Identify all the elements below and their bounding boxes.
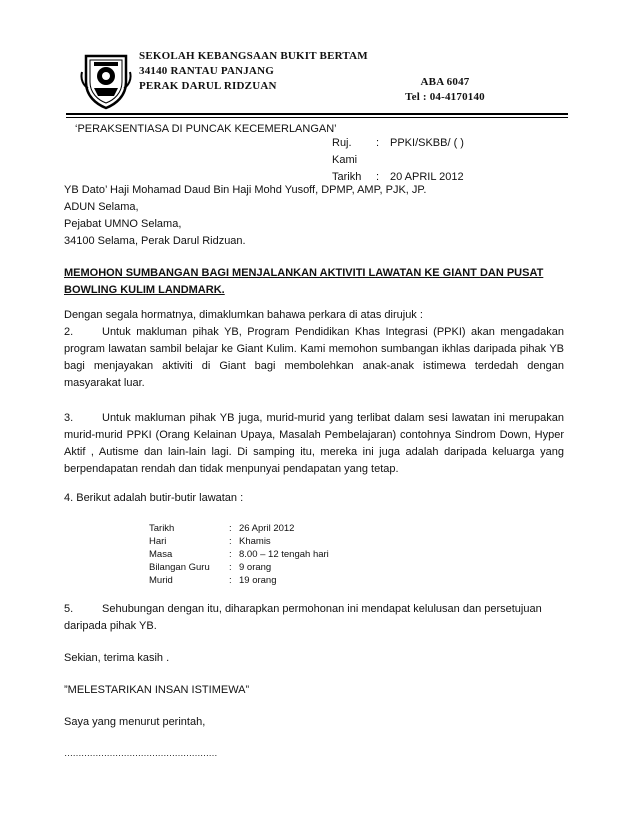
detail-value: 8.00 – 12 tengah hari bbox=[239, 549, 329, 560]
phone-number: Tel : 04-4170140 bbox=[405, 91, 485, 103]
address-line-1: 34140 RANTAU PANJANG bbox=[139, 65, 274, 77]
recipient-line: YB Dato’ Haji Mohamad Daud Bin Haji Mohd Yusoff, DPMP, AMP, PJK, JP. bbox=[64, 184, 427, 196]
paragraph-2 bbox=[64, 324, 564, 392]
paragraph-2-text: Untuk makluman pihak YB, Program Pendidikan Khas Integrasi (PPKI) akan mengadakan program lawatan sambil belajar ke Giant Kulim. Kami memohon sumbangan ikhlas daripada pihak YB bagi menjayakan aktiviti di Giant bagi membolehkan anak-anak istimewa terdedah dengan masyarakat luar. bbox=[64, 326, 564, 389]
header-divider-thin bbox=[66, 117, 568, 118]
letterhead-address bbox=[139, 49, 368, 94]
detail-row bbox=[149, 535, 329, 548]
detail-key: Bilangan Guru bbox=[149, 562, 210, 573]
detail-key: Masa bbox=[149, 549, 173, 560]
paragraph-5 bbox=[64, 601, 564, 635]
ref-colon: : bbox=[376, 137, 380, 149]
detail-value: 19 orang bbox=[239, 575, 277, 586]
detail-value: 9 orang bbox=[239, 562, 272, 573]
detail-colon: : bbox=[229, 562, 232, 573]
greeting: Dengan segala hormatnya, dimaklumkan bahawa perkara di atas dirujuk : bbox=[64, 309, 423, 321]
paragraph-3 bbox=[64, 410, 564, 478]
date-value: 20 APRIL 2012 bbox=[390, 171, 464, 183]
detail-row bbox=[149, 561, 329, 574]
sign-off: Saya yang menurut perintah, bbox=[64, 716, 206, 728]
school-name: SEKOLAH KEBANGSAAN BUKIT BERTAM bbox=[139, 50, 368, 62]
paragraph-2-number: 2. bbox=[64, 326, 74, 338]
paragraph-3-text: Untuk makluman pihak YB juga, murid-murid yang terlibat dalam sesi lawatan ini merupakan murid-murid PPKI (Orang Kelainan Upaya, Masalah Pembelajaran) contohnya Sindrom Down, Hyper Aktif , Autisme dan lain-lain lagi. Di samping itu, mereka ini juga adalah daripada keluarga yang berpendapatan rendah dan tidak menpunyai pendapatan yang tetap. bbox=[64, 412, 564, 475]
paragraph-4: 4. Berikut adalah butir-butir lawatan : bbox=[64, 492, 244, 504]
detail-colon: : bbox=[229, 523, 232, 534]
signature-line: ……………………………………………… bbox=[64, 748, 217, 758]
recipient-line: Pejabat UMNO Selama, bbox=[64, 218, 182, 230]
ref-value: PPKI/SKBB/ ( ) bbox=[390, 137, 464, 149]
letterhead-contact bbox=[390, 75, 500, 105]
school-motto: ‘PERAKSENTIASA DI PUNCAK KECEMERLANGAN’ bbox=[75, 123, 337, 135]
closing: Sekian, terima kasih . bbox=[64, 652, 170, 664]
reference-row bbox=[332, 135, 464, 169]
detail-colon: : bbox=[229, 536, 232, 547]
visit-details bbox=[149, 522, 329, 587]
reference-block bbox=[332, 135, 464, 186]
detail-row bbox=[149, 574, 329, 587]
detail-row bbox=[149, 522, 329, 535]
letter-subject: MEMOHON SUMBANGAN BAGI MENJALANKAN AKTIVITI LAWATAN KE GIANT DAN PUSAT BOWLING KULIM LANDMARK. bbox=[64, 267, 544, 296]
header-divider-thick bbox=[66, 113, 568, 115]
detail-key: Tarikh bbox=[149, 523, 175, 534]
paragraph-5-text: Sehubungan dengan itu, diharapkan permohonan ini mendapat kelulusan dan persetujuan daripada pihak YB. bbox=[64, 603, 542, 632]
detail-colon: : bbox=[229, 575, 232, 586]
address-line-2: PERAK DARUL RIDZUAN bbox=[139, 80, 277, 92]
detail-value: Khamis bbox=[239, 536, 271, 547]
date-colon: : bbox=[376, 171, 380, 183]
recipient-line: ADUN Selama, bbox=[64, 201, 139, 213]
ref-label: Ruj. Kami bbox=[332, 137, 358, 166]
school-crest-logo bbox=[80, 52, 132, 110]
slogan: ”MELESTARIKAN INSAN ISTIMEWA” bbox=[64, 684, 250, 696]
detail-colon: : bbox=[229, 549, 232, 560]
recipient-line: 34100 Selama, Perak Darul Ridzuan. bbox=[64, 235, 246, 247]
date-label: Tarikh bbox=[332, 171, 362, 183]
paragraph-3-number: 3. bbox=[64, 412, 74, 424]
detail-row bbox=[149, 548, 329, 561]
detail-key: Hari bbox=[149, 536, 167, 547]
paragraph-5-number: 5. bbox=[64, 603, 74, 615]
school-code: ABA 6047 bbox=[420, 76, 470, 88]
detail-value: 26 April 2012 bbox=[239, 523, 295, 534]
recipient-address bbox=[64, 182, 426, 250]
detail-key: Murid bbox=[149, 575, 173, 586]
